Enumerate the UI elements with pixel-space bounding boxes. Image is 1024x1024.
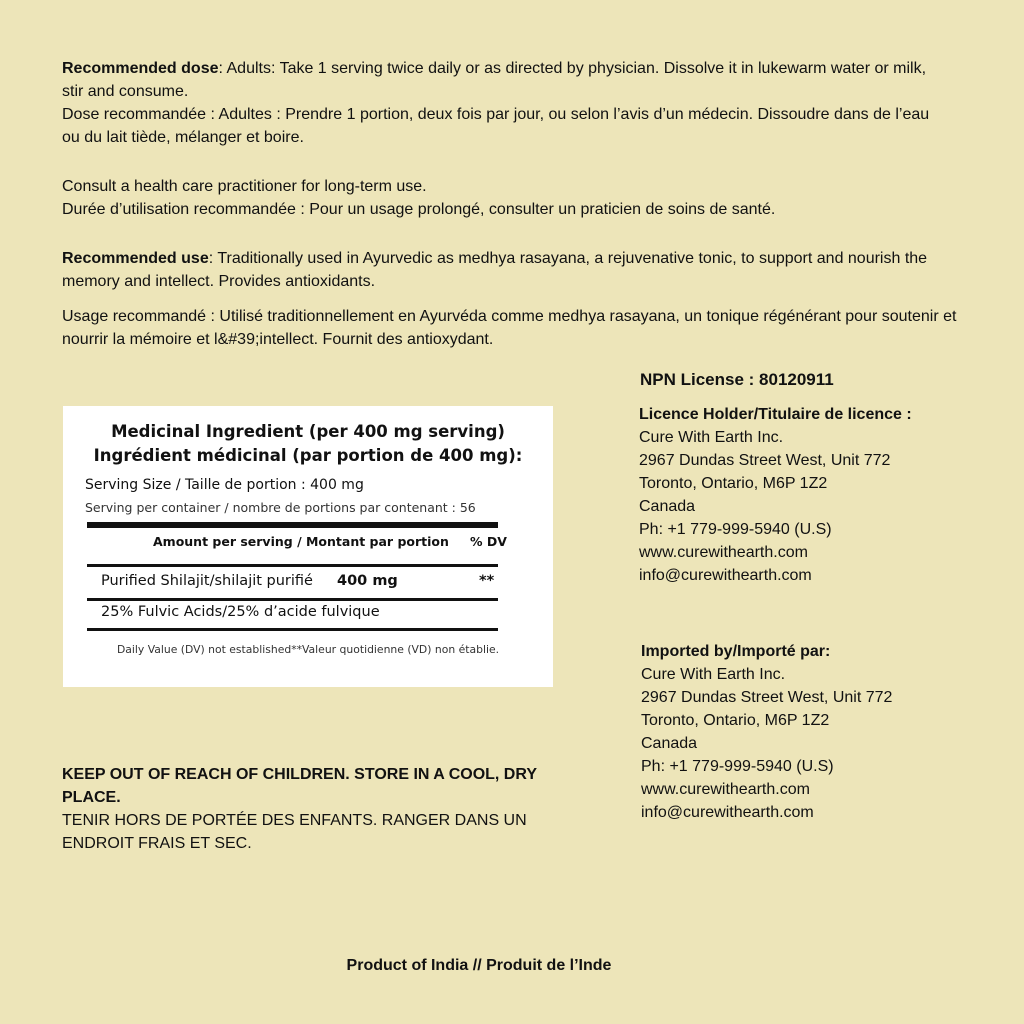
product-origin: Product of India // Produit de l’Inde (346, 957, 612, 974)
panel-title-fr: Ingrédient médicinal (par portion de 400 mg): (93, 446, 523, 465)
importer-heading: Imported by/Importé par: (641, 643, 831, 660)
importer-line: Toronto, Ontario, M6P 1Z2 (641, 712, 830, 729)
use-en-label: Recommended use (62, 250, 209, 267)
importer-line: Canada (641, 735, 698, 752)
ingredient2-name: 25% Fulvic Acids/25% d’acide fulvique (101, 604, 380, 620)
importer-line: www.curewithearth.com (641, 781, 810, 798)
importer-line: 2967 Dundas Street West, Unit 772 (641, 689, 893, 706)
consult-fr: Durée d’utilisation recommandée : Pour un usage prolongé, consulter un praticien de soins de santé. (62, 201, 776, 218)
ingredient1-amount: 400 mg (337, 573, 398, 589)
medicinal-ingredient-panel (63, 406, 553, 687)
panel-title-en: Medicinal Ingredient (per 400 mg serving) (111, 422, 505, 441)
use-en-text: : Traditionally used in Ayurvedic as medhya rasayana, a rejuvenative tonic, to support and nourish the memory and intellect. Provides antioxidants. (62, 250, 928, 290)
dv-header: % DV (470, 534, 507, 549)
warning-fr: TENIR HORS DE PORTÉE DES ENFANTS. RANGER DANS UN ENDROIT FRAIS ET SEC. (62, 812, 527, 852)
importer-line: Ph: +1 779-999-5940 (U.S) (641, 758, 834, 775)
consult-section (62, 175, 942, 221)
recommended-dose-section (62, 57, 942, 149)
dose-en-text: : Adults: Take 1 serving twice daily or as directed by physician. Dissolve it in lukewarm water or milk, stir and consume. (62, 60, 927, 100)
recommended-use-fr-section (62, 305, 962, 351)
dose-en (62, 57, 942, 103)
ingredient1-dv: ** (479, 573, 495, 589)
use-fr: Usage recommandé : Utilisé traditionnellement en Ayurvéda comme medhya rasayana, un tonique régénérant pour soutenir et nourrir la mémoire et l&#39;intellect. Fournit des antioxydant. (62, 308, 957, 348)
serving-size: Serving Size / Taille de portion : 400 mg (85, 477, 364, 493)
licence-line: Canada (639, 498, 696, 515)
amount-header: Amount per serving / Montant par portion (153, 534, 449, 549)
licence-line: Cure With Earth Inc. (639, 429, 784, 446)
licence-holder-section (639, 403, 969, 587)
ingredient1-name: Purified Shilajit/shilajit purifié (101, 573, 313, 589)
panel-divider (87, 598, 498, 601)
warning-section (62, 763, 582, 855)
servings-per-container: Serving per container / nombre de portions par contenant : 56 (85, 500, 476, 515)
recommended-use-section (62, 247, 962, 293)
panel-divider (87, 564, 498, 567)
warning-en: KEEP OUT OF REACH OF CHILDREN. STORE IN A COOL, DRY PLACE. (62, 766, 537, 806)
licence-line: info@curewithearth.com (639, 567, 812, 584)
licence-heading: Licence Holder/Titulaire de licence : (639, 406, 912, 423)
npn-license: NPN License : 80120911 (640, 370, 834, 389)
importer-line: Cure With Earth Inc. (641, 666, 786, 683)
dose-fr: Dose recommandée : Adultes : Prendre 1 portion, deux fois par jour, ou selon l’avis d’un médecin. Dissoudre dans de l’eau ou du lait tiède, mélanger et boire. (62, 106, 930, 146)
panel-divider-thick (87, 522, 498, 528)
importer-line: info@curewithearth.com (641, 804, 814, 821)
licence-line: 2967 Dundas Street West, Unit 772 (639, 452, 891, 469)
licence-line: www.curewithearth.com (639, 544, 808, 561)
use-en (62, 247, 962, 293)
licence-line: Ph: +1 779-999-5940 (U.S) (639, 521, 832, 538)
panel-divider (87, 628, 498, 631)
licence-line: Toronto, Ontario, M6P 1Z2 (639, 475, 828, 492)
consult-en: Consult a health care practitioner for long-term use. (62, 178, 427, 195)
panel-footnote: Daily Value (DV) not established**Valeur quotidienne (VD) non établie. (116, 643, 500, 656)
importer-section (641, 640, 971, 824)
dose-en-label: Recommended dose (62, 60, 219, 77)
